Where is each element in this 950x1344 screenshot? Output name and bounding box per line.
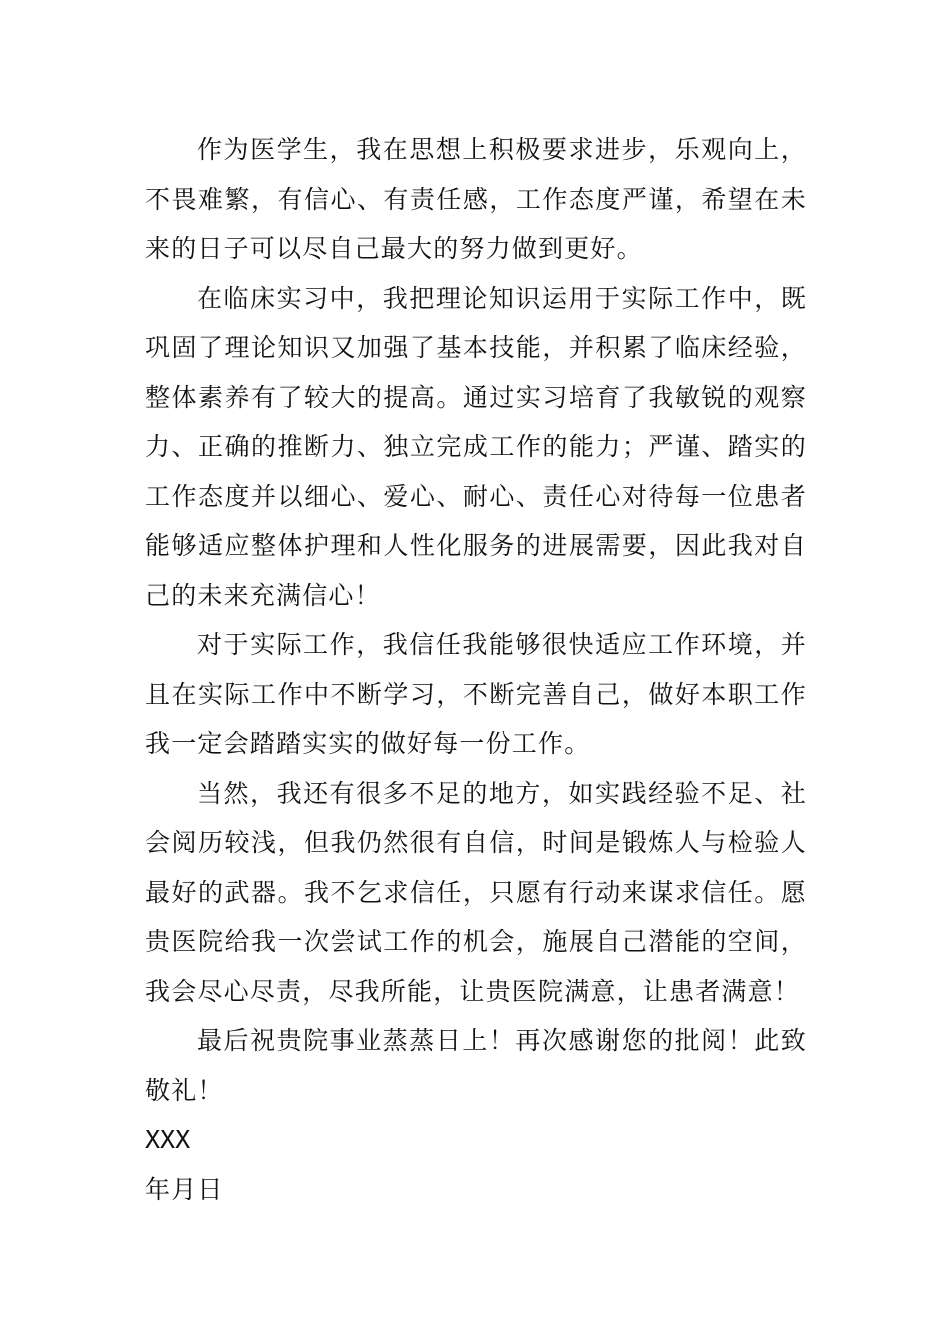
paragraph-2: 在临床实习中，我把理论知识运用于实际工作中，既巩固了理论知识又加强了基本技能，并积累了临床经验，整体素养有了较大的提高。通过实习培育了我敏锐的观察力、正确的推断力、独立完成工作的能力；严谨、踏实的工作态度并以细心、爱心、耐心、责任心对待每一位患者能够适应整体护理和人性化服务的进展需要，因此我对自己的未来充满信心！ <box>145 283 807 610</box>
signature-text: XXX <box>145 1125 191 1154</box>
paragraph-4: 当然，我还有很多不足的地方，如实践经验不足、社会阅历较浅，但我仍然很有自信，时间是锻炼人与检验人最好的武器。我不乞求信任，只愿有行动来谋求信任。愿贵医院给我一次尝试工作的机会，施展自己潜能的空间，我会尽心尽责，尽我所能，让贵医院满意，让患者满意！ <box>145 778 807 1006</box>
date-line: 年月日 <box>145 1174 224 1204</box>
paragraph-3: 对于实际工作，我信任我能够很快适应工作环境，并且在实际工作中不断学习，不断完善自己，做好本职工作我一定会踏踏实实的做好每一份工作。 <box>145 630 807 758</box>
paragraph-1: 作为医学生，我在思想上积极要求进步，乐观向上，不畏难繁，有信心、有责任感，工作态度严谨，希望在未来的日子可以尽自己最大的努力做到更好。 <box>145 135 807 263</box>
document-body <box>145 125 807 1214</box>
paragraph-5: 最后祝贵院事业蒸蒸日上！再次感谢您的批阅！此致敬礼！ <box>145 1026 807 1105</box>
signature <box>145 1115 807 1165</box>
